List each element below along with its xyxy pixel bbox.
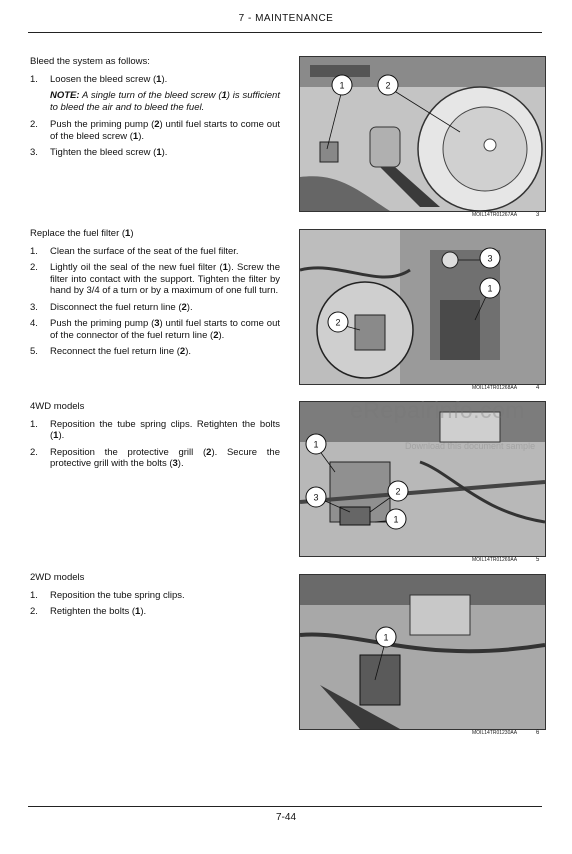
step-number: 2. xyxy=(30,446,38,458)
step xyxy=(30,606,280,618)
figure-number: 4 xyxy=(536,385,540,391)
svg-text:3: 3 xyxy=(313,492,319,503)
watermark: eRepairinfo.com xyxy=(350,397,525,423)
figure-fuel-filter xyxy=(299,229,546,385)
step xyxy=(30,590,280,602)
figure-bleed-screw xyxy=(299,56,546,212)
step-text: Reposition the tube spring clips. xyxy=(50,589,185,601)
figure-number: 3 xyxy=(536,212,540,218)
step-text: Loosen the bleed screw (1). xyxy=(50,73,168,85)
step xyxy=(30,246,280,258)
figure-caption: MOIL14TR01268AA xyxy=(472,385,518,391)
step-number: 2. xyxy=(30,262,38,273)
step xyxy=(30,346,280,358)
section-2wd xyxy=(30,572,280,623)
svg-text:1: 1 xyxy=(313,439,319,450)
footer-rule xyxy=(28,806,542,807)
step xyxy=(30,318,280,341)
figure-caption: MOIL14TR01230AA xyxy=(472,730,518,736)
figure-number: 6 xyxy=(536,730,540,736)
svg-text:2: 2 xyxy=(335,317,341,328)
step-number: 2. xyxy=(30,606,38,617)
step-number: 1. xyxy=(30,245,38,257)
4wd-illustration xyxy=(300,402,545,556)
svg-text:1: 1 xyxy=(339,80,345,91)
step-text: Reposition the protective grill (2). Secure the protective grill with the bolts (3). xyxy=(50,446,280,469)
figure-caption: MOIL14TR01269AA xyxy=(472,557,518,563)
step xyxy=(30,74,280,86)
step xyxy=(30,147,280,159)
step xyxy=(30,302,280,314)
section-bleed xyxy=(30,56,280,164)
step xyxy=(30,447,280,470)
watermark-subtext: Download this document sample xyxy=(405,441,536,451)
step-number: 1. xyxy=(30,589,38,601)
figure-number: 5 xyxy=(536,557,540,563)
step-number: 1. xyxy=(30,418,38,430)
fuel-filter-illustration xyxy=(300,230,545,384)
step xyxy=(30,262,280,297)
step-number: 1. xyxy=(30,73,38,85)
figure-2wd xyxy=(299,574,546,730)
step-text: Retighten the bolts (1). xyxy=(50,606,147,617)
step-text: Tighten the bleed screw (1). xyxy=(50,147,168,158)
step-number: 3. xyxy=(30,301,38,313)
step-text: Reposition the tube spring clips. Retighten the bolts (1). xyxy=(50,418,280,441)
step-text: Clean the surface of the seat of the fuel filter. xyxy=(50,245,239,257)
header-rule xyxy=(28,32,542,33)
section-fuel-filter xyxy=(30,228,280,363)
page-number: 7-44 xyxy=(275,812,296,823)
step-number: 3. xyxy=(30,147,38,158)
step xyxy=(30,419,280,442)
section-heading: 4WD models xyxy=(30,401,85,412)
svg-text:2: 2 xyxy=(395,486,401,497)
section-heading: Replace the fuel filter (1) xyxy=(30,228,134,239)
note: NOTE: A single turn of the bleed screw (1) is sufficient to bleed the air and to bleed the fuel. xyxy=(50,90,280,113)
section-heading: 2WD models xyxy=(30,572,85,583)
figure-caption: MOIL14TR01267AA xyxy=(472,212,518,218)
svg-text:1: 1 xyxy=(487,283,493,294)
step-number: 2. xyxy=(30,119,38,130)
step xyxy=(30,119,280,142)
step-number: 4. xyxy=(30,318,38,329)
svg-text:1: 1 xyxy=(393,514,399,525)
step-text: Lightly oil the seal of the new fuel filter (1). Screw the filter into contact with the support. Tighten the filter by hand by 3/4 of a turn or by a maximum of one full turn. xyxy=(50,262,280,296)
svg-text:1: 1 xyxy=(383,632,389,643)
step-text: Push the priming pump (3) until fuel starts to come out of the connector of the fuel return line (2). xyxy=(50,318,280,341)
page-header: 7 - MAINTENANCE xyxy=(238,13,334,24)
step-text: Push the priming pump (2) until fuel starts to come out of the bleed screw (1). xyxy=(50,119,280,142)
figure-4wd xyxy=(299,401,546,557)
svg-text:3: 3 xyxy=(487,253,493,264)
step-text: Disconnect the fuel return line (2). xyxy=(50,301,193,313)
svg-text:2: 2 xyxy=(385,80,391,91)
engine-illustration xyxy=(300,57,545,211)
2wd-illustration xyxy=(300,575,545,729)
step-number: 5. xyxy=(30,346,38,357)
section-4wd xyxy=(30,401,280,475)
step-text: Reconnect the fuel return line (2). xyxy=(50,346,192,357)
section-heading: Bleed the system as follows: xyxy=(30,56,150,67)
